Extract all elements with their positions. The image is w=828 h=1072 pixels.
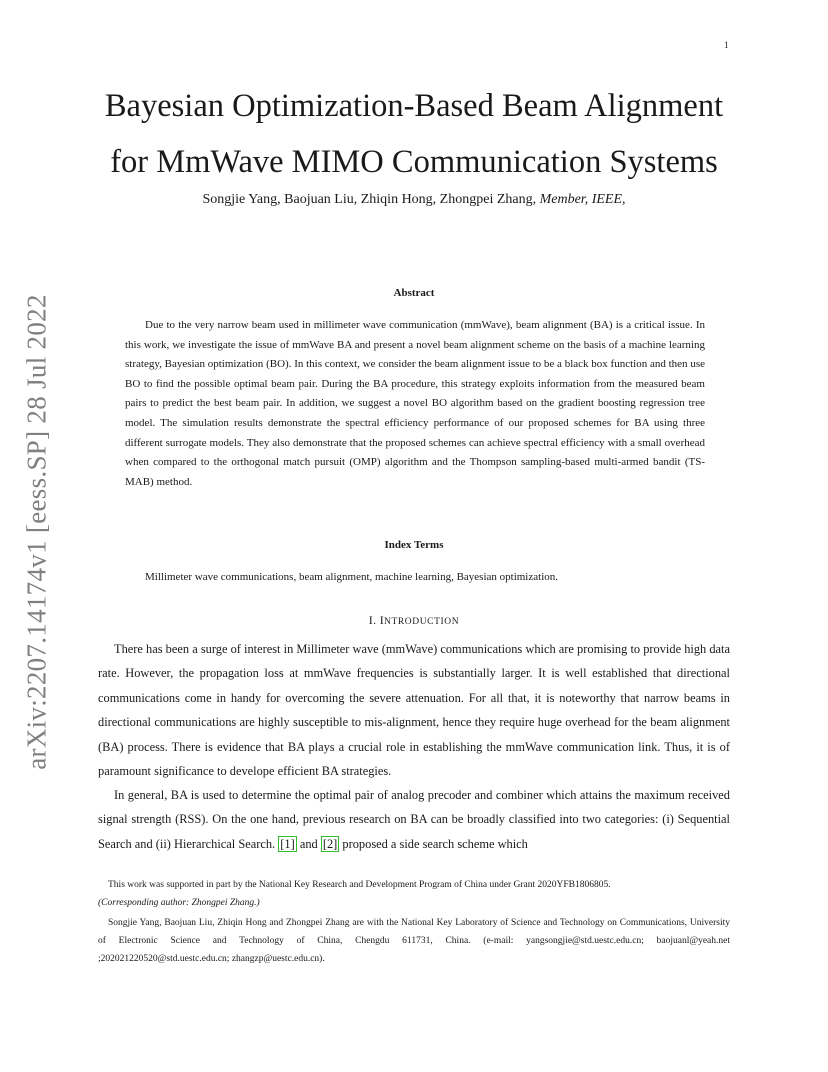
- paragraph-2-start: In general, BA is used to determine the optimal pair of analog precoder and combiner which attains the maximum received signal strength (RSS). On the one hand, previous research on BA can be broadly classified into two categories: (i) Sequential Search and (ii) Hierarchical Search.: [98, 788, 730, 851]
- paper-title: [98, 78, 730, 190]
- citation-link-2[interactable]: [2]: [322, 836, 338, 851]
- author-membership: Member, IEEE: [539, 192, 623, 207]
- footnotes: [98, 876, 730, 968]
- abstract-heading: Abstract: [393, 287, 435, 299]
- introduction-paragraph-2: [98, 783, 730, 856]
- index-terms-body: Millimeter wave communications, beam alignment, machine learning, Bayesian optimization.: [145, 571, 558, 583]
- author-trailing: ,: [622, 192, 626, 207]
- citation-link-1[interactable]: [1]: [280, 836, 295, 851]
- abstract-body: Due to the very narrow beam used in millimeter wave communication (mmWave), beam alignment (BA) is a critical issue. In this work, we investigate the issue of mmWave BA and present a novel beam alignment scheme on the basis of a machine learning strategy, Bayesian optimization (BO). In this context, we consider the beam alignment issue to be a black box function and then use BO to find the possible optimal beam pair. During the BA procedure, this strategy exploits information from the measured beam pairs to predict the best beam pair. In addition, we suggest a novel BO algorithm based on the gradient boosting regression tree model. The simulation results demonstrate the spectral efficiency performance of our proposed schemes for BA using three different surrogate models. They also demonstrate that the proposed schemes can achieve spectral efficiency with a small overhead when compared to the orthogonal match pursuit (OMP) algorithm and the Thompson sampling-based multi-armed bandit (TS-MAB) method.: [125, 319, 705, 488]
- introduction-heading: [98, 613, 730, 628]
- footnote-corresponding-author: (Corresponding author: Zhongpei Zhang.): [98, 898, 260, 908]
- title-line-1: Bayesian Optimization-Based Beam Alignment: [104, 88, 724, 124]
- index-terms-heading: Index Terms: [384, 539, 444, 551]
- section-title-rest: NTRODUCTION: [384, 617, 460, 627]
- author-list: [98, 191, 730, 209]
- page-number: 1: [724, 40, 729, 50]
- introduction-paragraph-1: There has been a surge of interest in Millimeter wave (mmWave) communications which are promising to provide high data rate. However, the propagation loss at mmWave frequencies is substantially larger. It is well established that directional communications come in handy for overcoming the severe attenuation. For all that, it is noteworthy that narrow beams in directional communications are highly susceptible to mis-alignment, hence they require huge overhead for the beam alignment (BA) process. There is evidence that BA plays a crucial role in establishing the mmWave communication link. Thus, it is of paramount significance to develope efficient BA strategies.: [98, 642, 730, 779]
- footnote-funding: [98, 876, 730, 912]
- author-names: Songjie Yang, Baojuan Liu, Zhiqin Hong, Zhongpei Zhang,: [202, 192, 537, 207]
- section-number: I.: [368, 613, 377, 627]
- footnote-support-text: This work was supported in part by the National Key Research and Development Program of China under Grant 2020YFB1806805.: [108, 880, 611, 890]
- footnote-affiliation: Songjie Yang, Baojuan Liu, Zhiqin Hong and Zhongpei Zhang are with the National Key Laboratory of Science and Technology on Communications, University of Electronic Science and Technology of China, Chengdu 611731, China. (e-mail: yangsongjie@std.uestc.edu.cn; baojuanl@yeah.net ;202021220520@std.uestc.edu.cn; zhangzp@uestc.edu.cn).: [98, 918, 730, 964]
- paragraph-2-end: proposed a side search scheme which: [342, 836, 528, 851]
- title-line-2: for MmWave MIMO Communication Systems: [110, 144, 718, 180]
- paragraph-2-and: and: [299, 836, 318, 851]
- section-initial: I: [379, 613, 384, 627]
- arxiv-identifier-stamp[interactable]: arXiv:2207.14174v1 [eess.SP] 28 Jul 2022: [21, 294, 52, 770]
